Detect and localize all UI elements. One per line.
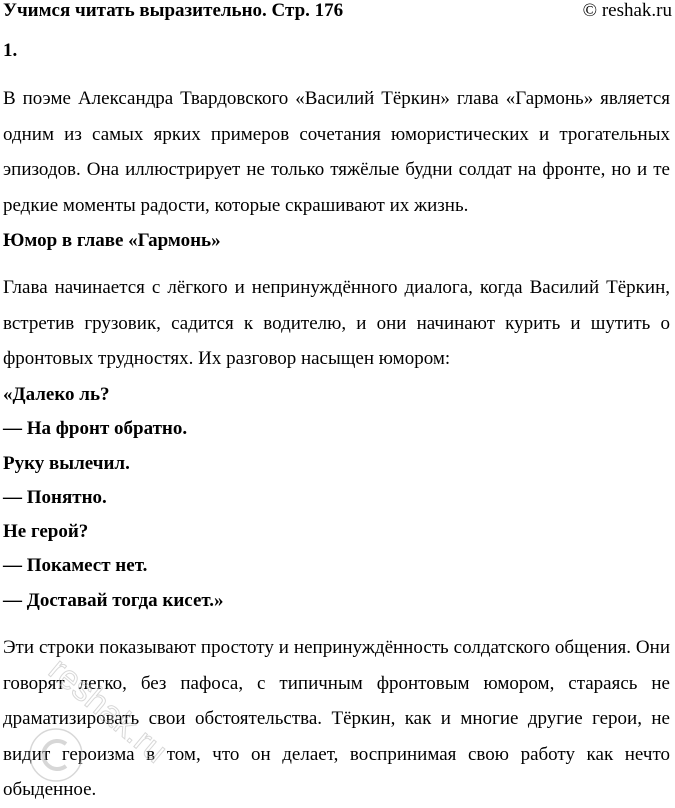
watermark-text: reshak.ru [41, 650, 175, 771]
site-brand: © reshak.ru [582, 0, 672, 21]
page-title: Учимся читать выразительно. Стр. 176 [3, 0, 344, 21]
quote-line: Не герой? [3, 521, 89, 543]
task-number: 1. [3, 40, 18, 61]
poem-quote [3, 384, 224, 624]
section-heading: Юмор в главе «Гармонь» [3, 230, 221, 251]
quote-line: — На фронт обратно. [3, 418, 188, 440]
quote-line: — Понятно. [3, 486, 107, 508]
section-paragraph: Глава начинается с лёгкого и непринуждённого диалога, когда Василий Тёркин, встретив грузовик, садится к водителю, и они начинают курить и шутить о фронтовых трудностях. Их разговор насыщен юмором: [3, 277, 670, 369]
conclusion-paragraph: Эти строки показывают простоту и непринуждённость солдатского общения. Они говорят легко, без пафоса, с типичным фронтовым юмором, стараясь не драматизировать свои обстоятельства. Тёркин, как и многие другие герои, не видит героизма в том, что он делает, воспринимая свою работу как нечто обыденное. [3, 637, 670, 800]
quote-line: — Доставай тогда кисет.» [3, 589, 224, 611]
quote-line: Руку вылечил. [3, 452, 130, 474]
page-header [3, 0, 672, 24]
quote-line: «Далеко ль? [3, 384, 110, 405]
quote-line: — Покамест нет. [3, 555, 148, 577]
intro-paragraph: В поэме Александра Твардовского «Василий Тёркин» глава «Гармонь» является одним из самых ярких примеров сочетания юмористических и трогательных эпизодов. Она иллюстрирует не только тяжёлые будни солдат на фронте, но и те редкие моменты радости, которые скрашивают их жизнь. [3, 88, 670, 216]
